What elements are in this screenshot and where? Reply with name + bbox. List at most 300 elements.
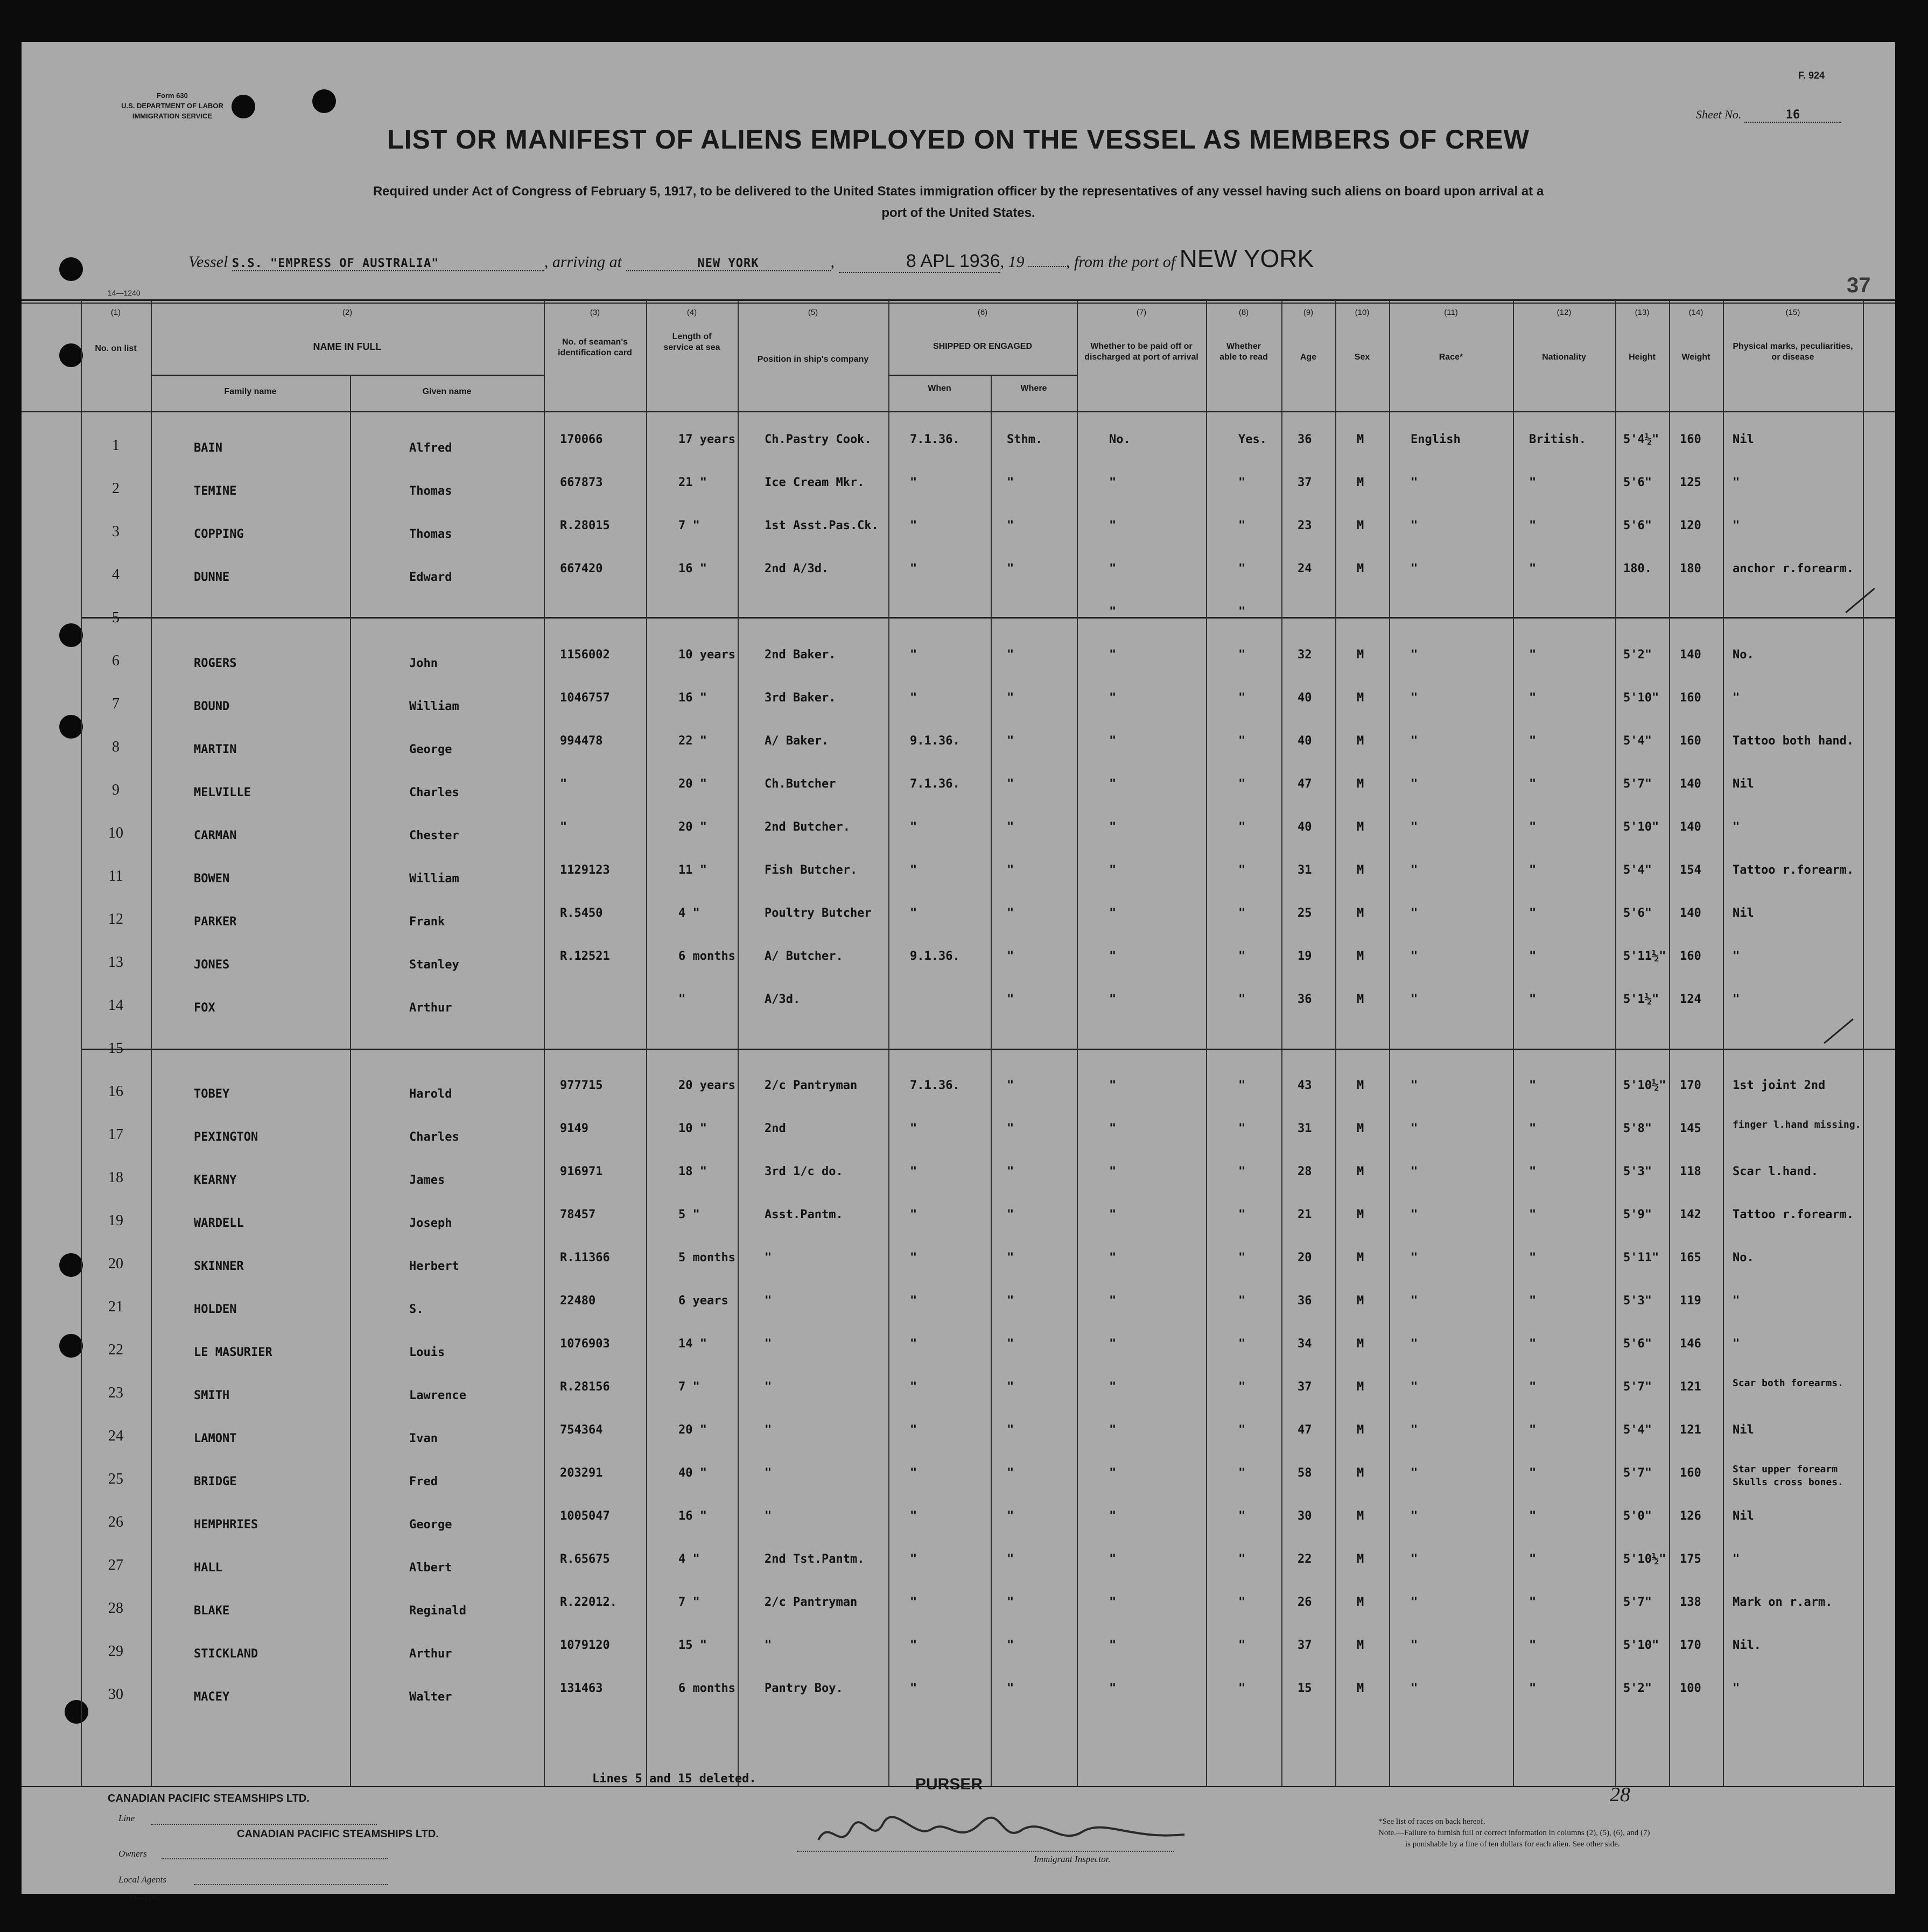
paid-off: No. — [1109, 433, 1131, 446]
able-to-read: " — [1238, 777, 1246, 791]
shipped-where: " — [1007, 1294, 1014, 1308]
seaman-card: " — [560, 820, 567, 834]
line-rule — [151, 1824, 377, 1825]
nationality: " — [1529, 1596, 1537, 1609]
position: A/ Baker. — [765, 734, 829, 748]
col-rule — [1513, 300, 1514, 1786]
sex: M — [1357, 1165, 1364, 1178]
position: " — [765, 1466, 772, 1480]
physical-marks: Scar both forearms. — [1733, 1378, 1843, 1389]
service-length: 15 " — [678, 1639, 707, 1652]
col-num-8: (8) — [1238, 308, 1249, 317]
able-to-read: " — [1238, 605, 1246, 619]
nationality: " — [1529, 648, 1537, 662]
col-num-15: (15) — [1785, 308, 1800, 317]
shipped-where: " — [1007, 476, 1014, 489]
height: 5'6" — [1623, 476, 1652, 489]
paid-off: " — [1109, 907, 1117, 920]
shipped-where: " — [1007, 1552, 1014, 1566]
nationality: " — [1529, 1122, 1537, 1135]
punch-hole — [59, 1253, 83, 1277]
nationality: " — [1529, 1165, 1537, 1178]
seaman-card: 977715 — [560, 1079, 603, 1092]
shipped-where: " — [1007, 863, 1014, 877]
paid-off: " — [1109, 1682, 1117, 1695]
col-rule — [1669, 300, 1670, 1786]
able-to-read: " — [1238, 519, 1246, 532]
col-num-3: (3) — [590, 308, 600, 317]
nationality: " — [1529, 993, 1537, 1006]
paid-off: " — [1109, 562, 1117, 575]
race: " — [1411, 950, 1418, 963]
shipped-where: " — [1007, 1466, 1014, 1480]
physical-marks: Nil. — [1733, 1639, 1761, 1652]
position: 2nd Butcher. — [765, 820, 850, 834]
able-to-read: " — [1238, 476, 1246, 489]
nationality: " — [1529, 1509, 1537, 1523]
physical-marks: Nil — [1733, 433, 1754, 446]
weight: 121 — [1680, 1380, 1701, 1394]
given-name: Arthur — [409, 1001, 452, 1015]
sex: M — [1357, 1380, 1364, 1394]
paid-off: " — [1109, 476, 1117, 489]
height: 5'0" — [1623, 1509, 1652, 1523]
from-port: NEW YORK — [1179, 244, 1314, 272]
paid-off: " — [1109, 1380, 1117, 1394]
sheet-label: Sheet No. — [1696, 108, 1742, 121]
position: Asst.Pantm. — [765, 1208, 843, 1221]
service-length: 7 " — [678, 1380, 700, 1394]
header-sex: Sex — [1354, 353, 1370, 362]
shipped-when: " — [910, 1466, 917, 1480]
physical-marks: Tattoo both hand. — [1733, 734, 1854, 748]
height: 5'10" — [1623, 691, 1659, 705]
owners-label: Owners — [118, 1849, 147, 1859]
race: " — [1411, 1466, 1418, 1480]
position: " — [765, 1337, 772, 1351]
sex: M — [1357, 562, 1364, 575]
given-name: S. — [409, 1303, 424, 1316]
race: " — [1411, 476, 1418, 489]
header-able-to-read: Whether able to read — [1219, 342, 1268, 362]
col-rule — [1389, 300, 1390, 1786]
shipped-where: " — [1007, 907, 1014, 920]
sex: M — [1357, 1423, 1364, 1437]
family-name: BAIN — [194, 441, 222, 455]
position: A/3d. — [765, 993, 801, 1006]
nationality: " — [1529, 863, 1537, 877]
able-to-read: " — [1238, 1423, 1246, 1437]
sheet-number: 16 — [1744, 108, 1841, 123]
height: 5'7" — [1623, 1596, 1652, 1609]
paid-off: " — [1109, 950, 1117, 963]
age: 25 — [1298, 907, 1312, 920]
seaman-card: 1005047 — [560, 1509, 610, 1523]
paid-off: " — [1109, 605, 1117, 619]
race: " — [1411, 1423, 1418, 1437]
physical-marks: Tattoo r.forearm. — [1733, 863, 1854, 877]
shipped-where: " — [1007, 1509, 1014, 1523]
seaman-card: 1079120 — [560, 1639, 610, 1652]
service-length: 7 " — [678, 1596, 700, 1609]
col-rule — [1206, 300, 1207, 1786]
able-to-read: " — [1238, 1165, 1246, 1178]
vessel-label: Vessel — [188, 253, 228, 271]
punch-hole — [65, 1700, 88, 1724]
row-number: 8 — [112, 739, 120, 755]
race: " — [1411, 734, 1418, 748]
service-length: 16 " — [678, 1509, 707, 1523]
sex: M — [1357, 993, 1364, 1006]
race: " — [1411, 777, 1418, 791]
able-to-read: " — [1238, 1466, 1246, 1480]
family-name: FOX — [194, 1001, 215, 1015]
row-number: 20 — [108, 1255, 123, 1272]
height: 5'2" — [1623, 1682, 1652, 1695]
height: 5'6" — [1623, 1337, 1652, 1351]
weight: 145 — [1680, 1122, 1701, 1135]
physical-marks: " — [1733, 1682, 1740, 1695]
physical-marks: " — [1733, 1337, 1740, 1351]
able-to-read: " — [1238, 1552, 1246, 1566]
physical-marks: " — [1733, 1294, 1740, 1308]
position: " — [765, 1380, 772, 1394]
total-count: 28 — [1610, 1783, 1630, 1806]
seaman-card: R.65675 — [560, 1552, 610, 1566]
age: 26 — [1298, 1596, 1312, 1609]
family-name: STICKLAND — [194, 1647, 258, 1661]
family-name: BRIDGE — [194, 1475, 237, 1488]
service: IMMIGRATION SERVICE — [132, 112, 213, 120]
able-to-read: " — [1238, 691, 1246, 705]
col-num-6: (6) — [977, 308, 988, 317]
row-number: 22 — [108, 1341, 123, 1358]
race: " — [1411, 1122, 1418, 1135]
service-length: 16 " — [678, 562, 707, 575]
paid-off: " — [1109, 691, 1117, 705]
header-no-on-list: No. on list — [95, 344, 137, 353]
shipped-when: 9.1.36. — [910, 950, 960, 963]
able-to-read: " — [1238, 993, 1246, 1006]
paid-off: " — [1109, 820, 1117, 834]
nationality: " — [1529, 1079, 1537, 1092]
row-number: 2 — [112, 480, 120, 497]
shipped-where: " — [1007, 777, 1014, 791]
given-name: George — [409, 743, 452, 756]
row-number: 14 — [108, 997, 123, 1014]
shipped-where: " — [1007, 734, 1014, 748]
nationality: " — [1529, 691, 1537, 705]
able-to-read: " — [1238, 1337, 1246, 1351]
age: 37 — [1298, 1380, 1312, 1394]
seaman-card: 1156002 — [560, 648, 610, 662]
col-num-10: (10) — [1355, 308, 1370, 317]
family-name: PARKER — [194, 915, 237, 929]
age: 58 — [1298, 1466, 1312, 1480]
age: 23 — [1298, 519, 1312, 532]
nationality: " — [1529, 1380, 1537, 1394]
able-to-read: " — [1238, 907, 1246, 920]
row-number: 24 — [108, 1428, 123, 1444]
deleted-line-15-rule — [81, 1049, 1895, 1050]
header-height: Height — [1629, 353, 1656, 362]
service-length: 20 years — [678, 1079, 735, 1092]
header-length-of-service: Length of service at sea — [663, 332, 720, 352]
seaman-card: 170066 — [560, 433, 603, 446]
able-to-read: " — [1238, 1208, 1246, 1221]
sex: M — [1357, 691, 1364, 705]
family-name: BOWEN — [194, 872, 230, 886]
nationality: " — [1529, 1294, 1537, 1308]
shipped-when: " — [910, 1337, 917, 1351]
col-num-2: (2) — [342, 308, 353, 317]
physical-marks: 1st joint 2nd — [1733, 1079, 1826, 1092]
shipped-when: " — [910, 1596, 917, 1609]
weight: 126 — [1680, 1509, 1701, 1523]
age: 30 — [1298, 1509, 1312, 1523]
physical-marks: " — [1733, 476, 1740, 489]
form-code-right: F. 924 — [1798, 70, 1825, 81]
weight: 100 — [1680, 1682, 1701, 1695]
shipped-when: " — [910, 691, 917, 705]
race: " — [1411, 519, 1418, 532]
given-name: Frank — [409, 915, 445, 929]
sex: M — [1357, 648, 1364, 662]
sex: M — [1357, 519, 1364, 532]
nationality: " — [1529, 562, 1537, 575]
family-name: BLAKE — [194, 1604, 230, 1618]
position: 2nd Tst.Pantm. — [765, 1552, 865, 1566]
family-name: COPPING — [194, 528, 244, 541]
given-name: Arthur — [409, 1647, 452, 1661]
race: " — [1411, 993, 1418, 1006]
age: 36 — [1298, 993, 1312, 1006]
weight: 160 — [1680, 734, 1701, 748]
manifest-page — [22, 42, 1895, 1902]
sex: M — [1357, 1079, 1364, 1092]
position: 3rd Baker. — [765, 691, 836, 705]
service-length: 16 " — [678, 691, 707, 705]
race: " — [1411, 691, 1418, 705]
age: 43 — [1298, 1079, 1312, 1092]
able-to-read: " — [1238, 863, 1246, 877]
paid-off: " — [1109, 1294, 1117, 1308]
physical-marks: finger l.hand missing. — [1733, 1119, 1861, 1130]
sex: M — [1357, 1639, 1364, 1652]
header-given-name: Given name — [422, 387, 472, 396]
punch-hole — [312, 89, 336, 113]
sex: M — [1357, 1337, 1364, 1351]
physical-marks: No. — [1733, 648, 1754, 662]
shipped-where: " — [1007, 1208, 1014, 1221]
height: 5'10½" — [1623, 1552, 1666, 1566]
sex: M — [1357, 1294, 1364, 1308]
given-name: Herbert — [409, 1260, 459, 1273]
col-num-5: (5) — [808, 308, 818, 317]
left-form-code: 14—1240 — [108, 289, 141, 297]
position: Ice Cream Mkr. — [765, 476, 865, 489]
paid-off: " — [1109, 993, 1117, 1006]
height: 5'3" — [1623, 1294, 1652, 1308]
weight: 180 — [1680, 562, 1701, 575]
seaman-card: 78457 — [560, 1208, 596, 1221]
height: 5'2" — [1623, 648, 1652, 662]
deletion-slash — [1824, 1018, 1854, 1044]
given-name: Charles — [409, 786, 459, 799]
able-to-read: " — [1238, 1596, 1246, 1609]
weight: 170 — [1680, 1079, 1701, 1092]
age: 36 — [1298, 1294, 1312, 1308]
form-identifier — [102, 90, 242, 121]
nationality: " — [1529, 1682, 1537, 1695]
row-number: 4 — [112, 566, 120, 583]
weight: 140 — [1680, 907, 1701, 920]
owners-rule — [162, 1858, 388, 1859]
shipped-subheader-rule — [888, 375, 1077, 376]
given-name: Alfred — [409, 441, 452, 455]
shipped-when: " — [910, 863, 917, 877]
weight: 118 — [1680, 1165, 1701, 1178]
physical-marks: " — [1733, 691, 1740, 705]
shipped-where: " — [1007, 648, 1014, 662]
service-length: 14 " — [678, 1337, 707, 1351]
family-name: SKINNER — [194, 1260, 244, 1273]
weight: 124 — [1680, 993, 1701, 1006]
age: 24 — [1298, 562, 1312, 575]
shipped-when: " — [910, 1208, 917, 1221]
age: 40 — [1298, 820, 1312, 834]
shipped-when: 7.1.36. — [910, 433, 960, 446]
weight: 142 — [1680, 1208, 1701, 1221]
given-name: James — [409, 1174, 445, 1187]
age: 31 — [1298, 863, 1312, 877]
punch-hole — [59, 257, 83, 281]
header-name-in-full: NAME IN FULL — [313, 341, 382, 352]
col-rule — [81, 300, 82, 1786]
row-number: 23 — [108, 1385, 123, 1401]
shipped-where: " — [1007, 1079, 1014, 1092]
row-number: 12 — [108, 911, 123, 928]
col-rule — [350, 376, 351, 1786]
service-length: 4 " — [678, 907, 700, 920]
given-name: Thomas — [409, 528, 452, 541]
shipped-where: " — [1007, 562, 1014, 575]
paid-off: " — [1109, 1208, 1117, 1221]
nationality: " — [1529, 1208, 1537, 1221]
position: Ch.Pastry Cook. — [765, 433, 872, 446]
row-number: 18 — [108, 1169, 123, 1186]
weight: 160 — [1680, 950, 1701, 963]
weight: 170 — [1680, 1639, 1701, 1652]
height: 5'3" — [1623, 1165, 1652, 1178]
footnote-block — [1378, 1816, 1650, 1850]
nationality: " — [1529, 1251, 1537, 1264]
row-number: 1 — [112, 437, 120, 454]
shipped-when: " — [910, 648, 917, 662]
able-to-read: " — [1238, 1639, 1246, 1652]
given-name: Lawrence — [409, 1389, 466, 1402]
age: 40 — [1298, 691, 1312, 705]
paid-off: " — [1109, 1423, 1117, 1437]
deletion-slash — [1845, 588, 1875, 613]
family-name: MACEY — [194, 1690, 230, 1704]
position: 2/c Pantryman — [765, 1596, 858, 1609]
age: 15 — [1298, 1682, 1312, 1695]
given-name: Walter — [409, 1690, 452, 1704]
nationality: " — [1529, 907, 1537, 920]
header-bottom-rule — [22, 411, 1895, 412]
age: 28 — [1298, 1165, 1312, 1178]
seaman-card: 754364 — [560, 1423, 603, 1437]
shipped-where: Sthm. — [1007, 433, 1043, 446]
weight: 125 — [1680, 476, 1701, 489]
sex: M — [1357, 1208, 1364, 1221]
row-number: 19 — [108, 1212, 123, 1229]
footnote-penalty-cont: is punishable by a fine of ten dollars for each alien. See other side. — [1405, 1840, 1620, 1849]
shipped-where: " — [1007, 1639, 1014, 1652]
service-length: 5 months — [678, 1251, 735, 1264]
position: 2/c Pantryman — [765, 1079, 858, 1092]
age: 36 — [1298, 433, 1312, 446]
position: Ch.Butcher — [765, 777, 836, 791]
col-rule — [1077, 300, 1078, 1786]
service-length: " — [678, 993, 686, 1006]
seaman-card: 916971 — [560, 1165, 603, 1178]
row-number: 16 — [108, 1083, 123, 1100]
height: 5'4½" — [1623, 433, 1659, 446]
row-number: 11 — [108, 868, 123, 884]
year-label: 19 — [1008, 253, 1025, 271]
physical-marks: Nil — [1733, 907, 1754, 920]
shipped-when: " — [910, 1251, 917, 1264]
able-to-read: Yes. — [1238, 433, 1267, 446]
punch-hole — [59, 715, 83, 739]
position: " — [765, 1294, 772, 1308]
col-rule — [991, 376, 992, 1786]
shipped-where: " — [1007, 993, 1014, 1006]
row-number: 27 — [108, 1557, 123, 1573]
shipped-when: " — [910, 476, 917, 489]
sex: M — [1357, 734, 1364, 748]
able-to-read: " — [1238, 820, 1246, 834]
family-name: ROGERS — [194, 657, 237, 670]
col-rule — [646, 300, 647, 1786]
family-name: WARDELL — [194, 1217, 244, 1230]
family-name: TOBEY — [194, 1087, 230, 1101]
able-to-read: " — [1238, 1509, 1246, 1523]
col-num-9: (9) — [1303, 308, 1314, 317]
age: 31 — [1298, 1122, 1312, 1135]
inspector-signature — [808, 1808, 1195, 1856]
service-length: 10 years — [678, 648, 735, 662]
age: 47 — [1298, 1423, 1312, 1437]
weight: 140 — [1680, 648, 1701, 662]
shipped-where: " — [1007, 1682, 1014, 1695]
physical-marks: No. — [1733, 1251, 1754, 1264]
family-name: MARTIN — [194, 743, 237, 756]
paid-off: " — [1109, 1251, 1117, 1264]
col-num-4: (4) — [686, 308, 697, 317]
seaman-card: 203291 — [560, 1466, 603, 1480]
manifest-subtitle — [151, 181, 1766, 224]
service-length: 6 months — [678, 950, 735, 963]
sex: M — [1357, 433, 1364, 446]
header-family-name: Family name — [224, 387, 277, 396]
shipped-when: " — [910, 562, 917, 575]
race: " — [1411, 1639, 1418, 1652]
paid-off: " — [1109, 1509, 1117, 1523]
col-num-13: (13) — [1635, 308, 1650, 317]
